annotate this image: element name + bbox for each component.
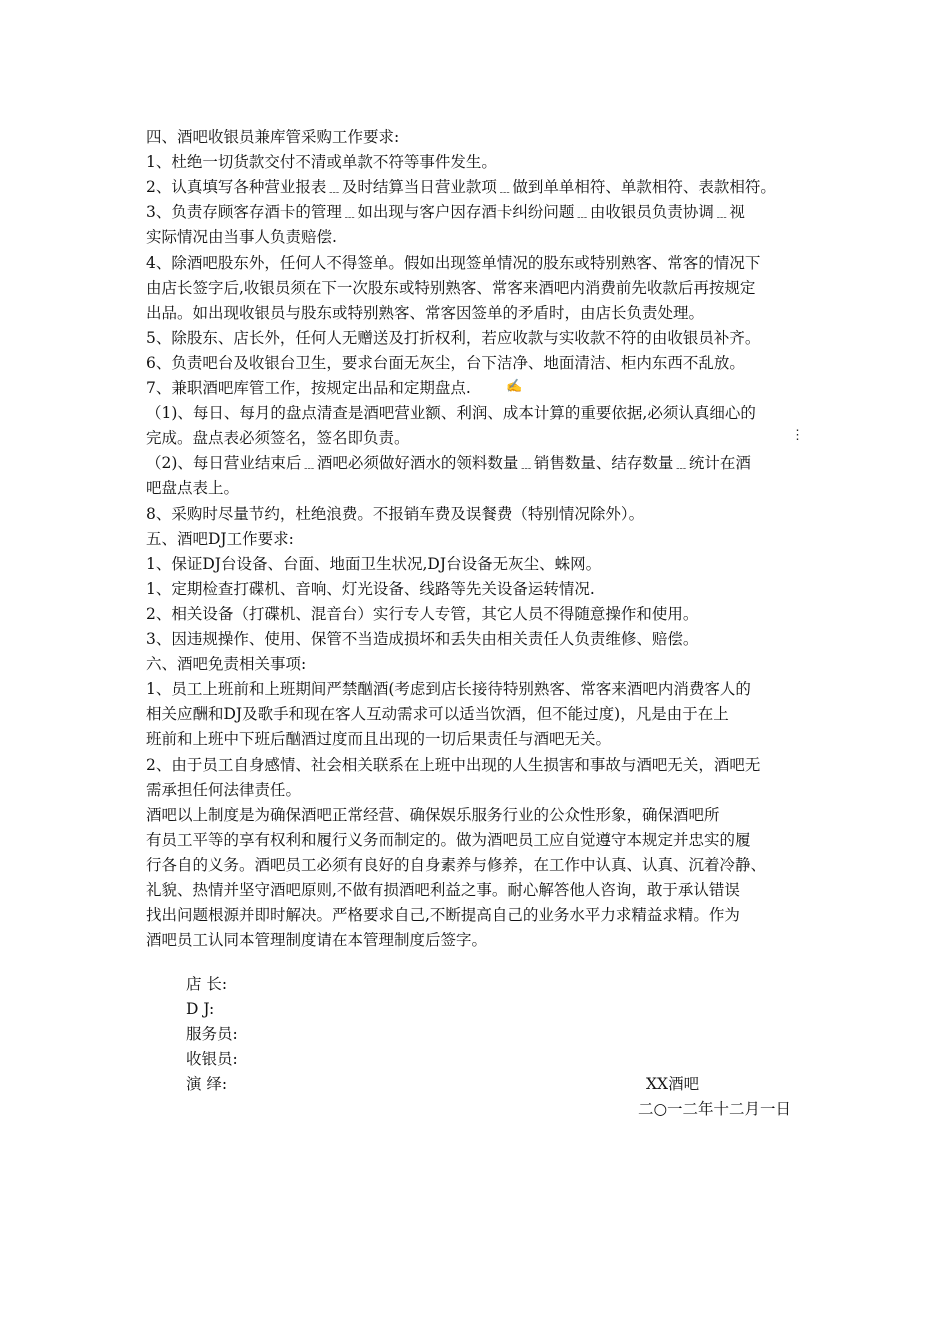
text-line: 3、负责存顾客存酒卡的管理﹍如出现与客户因存酒卡纠纷问题﹍由收银员负责协调﹍视 bbox=[146, 203, 745, 222]
company-name: XX酒吧 bbox=[646, 1075, 700, 1093]
text-line: 1、杜绝一切货款交付不清或单款不符等事件发生。 bbox=[146, 153, 497, 172]
text-line: 由店长签字后,收银员须在下一次股东或特别熟客、常客来酒吧内消费前先收款后再按规定 bbox=[146, 278, 756, 297]
text-line: 2、相关设备（打碟机、混音台）实行专人专管，其它人员不得随意操作和使用。 bbox=[146, 604, 699, 623]
text-line: 3、因违规操作、使用、保管不当造成损坏和丢失由相关责任人负责维修、赔偿。 bbox=[146, 630, 699, 648]
text-line: （2)、每日营业结束后﹍酒吧必须做好酒水的领料数量﹍销售数量、结存数量﹍统计在酒 bbox=[146, 454, 751, 473]
text-line: 4、除酒吧股东外，任何人不得签单。假如出现签单情况的股东或特别熟客、常客的情况下 bbox=[146, 253, 761, 272]
text-line: 班前和上班中下班后酗酒过度而且出现的一切后果责任与酒吧无关。 bbox=[146, 730, 612, 749]
text-line: 6、负责吧台及收银台卫生，要求台面无灰尘，台下洁净、地面清洁、柜内东西不乱放。 bbox=[146, 353, 745, 372]
text-line: （1)、每日、每月的盘点清查是酒吧营业额、利润、成本计算的重要依据,必须认真细心的 bbox=[146, 404, 756, 423]
text-line: 2、由于员工自身感情、社会相关联系在上班中出现的人生损害和事故与酒吧无关，酒吧无 bbox=[146, 755, 761, 774]
text-line: 四、酒吧收银员兼库管采购工作要求: bbox=[146, 128, 400, 146]
signature-manager: 店 长: bbox=[186, 975, 228, 993]
handwriting-mark-icon: ✍ bbox=[506, 379, 523, 394]
text-line: 酒吧员工认同本管理制度请在本管理制度后签字。 bbox=[146, 931, 488, 950]
text-line: 找出问题根源并即时解决。严格要求自己,不断提高自己的业务水平力求精益求精。作为 bbox=[146, 906, 740, 925]
text-line: 实际情况由当事人负责赔偿. bbox=[146, 228, 337, 247]
text-line: 礼貌、热情并坚守酒吧原则,不做有损酒吧利益之事。耐心解答他人咨询，敢于承认错误 bbox=[146, 881, 740, 899]
signature-cashier: 收银员: bbox=[186, 1050, 238, 1068]
text-line: 8、采购时尽量节约，杜绝浪费。不报销车费及误餐费（特别情况除外）。 bbox=[146, 504, 645, 523]
text-line: 行各自的义务。酒吧员工必须有良好的自身素养与修养，在工作中认真、认真、沉着冷静、 bbox=[146, 855, 767, 874]
text-line: 出品。如出现收银员与股东或特别熟客、常客因签单的矛盾时，由店长负责处理。 bbox=[146, 303, 705, 322]
signature-waiter: 服务员: bbox=[186, 1025, 238, 1043]
text-line: 相关应酬和DJ及歌手和现在客人互动需求可以适当饮酒，但不能过度)，凡是由于在上 bbox=[146, 705, 729, 724]
text-line: 5、除股东、店长外，任何人无赠送及打折权利，若应收款与实收款不符的由收银员补齐。 bbox=[146, 328, 761, 347]
text-line: 需承担任何法律责任。 bbox=[146, 780, 302, 799]
text-line: 吧盘点表上。 bbox=[146, 479, 240, 498]
text-line: 完成。盘点表必须签名，签名即负责。 bbox=[146, 429, 410, 448]
text-line: 有员工平等的享有权利和履行义务而制定的。做为酒吧员工应自觉遵守本规定并忠实的履 bbox=[146, 830, 751, 849]
text-line: 五、酒吧DJ工作要求: bbox=[146, 529, 294, 548]
vertical-ellipsis-icon: ⋮ bbox=[791, 428, 804, 443]
text-line: 2、认真填写各种营业报表﹍及时结算当日营业款项﹍做到单单相符、单款相符、表款相符。 bbox=[146, 178, 776, 197]
document-date: 二○一二年十二月一日 bbox=[638, 1100, 792, 1118]
signature-performer: 演 绎: bbox=[186, 1075, 228, 1093]
text-line: 酒吧以上制度是为确保酒吧正常经营、确保娱乐服务行业的公众性形象，确保酒吧所 bbox=[146, 805, 720, 824]
text-line: 7、兼职酒吧库管工作，按规定出品和定期盘点. bbox=[146, 379, 471, 397]
text-line: 1、保证DJ台设备、台面、地面卫生状况,DJ台设备无灰尘、蛛网。 bbox=[146, 554, 602, 573]
text-line: 1、定期检查打碟机、音响、灯光设备、线路等先关设备运转情况. bbox=[146, 579, 595, 598]
signature-dj: D J: bbox=[186, 1000, 215, 1018]
text-line: 六、酒吧免责相关事项: bbox=[146, 655, 307, 674]
text-line: 1、员工上班前和上班期间严禁酗酒(考虑到店长接待特别熟客、常客来酒吧内消费客人的 bbox=[146, 680, 751, 699]
